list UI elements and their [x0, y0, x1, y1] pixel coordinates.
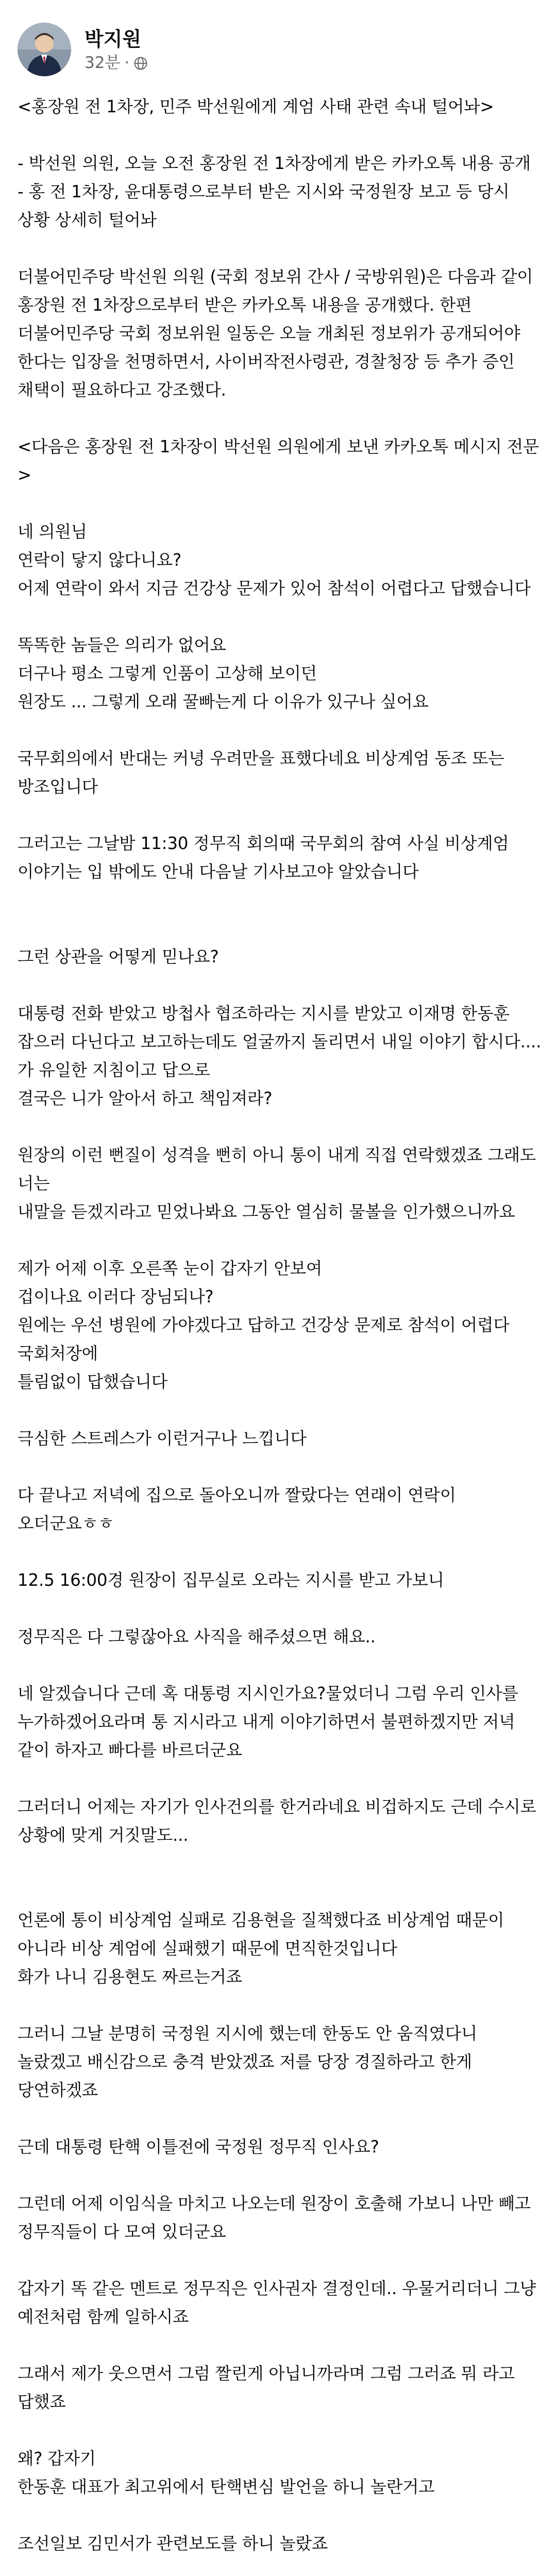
post-paragraph: 언론에 통이 비상계엄 실패로 김용현을 질책했다죠 비상계엄 때문이 아니라 비상 계엄에 실패했기 때문에 면직한것입니다 화가 나니 김용현도 짜르는거죠: [18, 1910, 504, 1987]
post-paragraph: 제가 어제 이후 오른쪽 눈이 갑자기 안보여 겁이나요 이러다 장님되나? 원에는 우선 병원에 가야겠다고 답하고 건강상 문제로 참석이 어렵다 국회처장에 틀림없이 답했습니다: [18, 1259, 510, 1392]
post-paragraph: 그런 상관을 어떻게 믿나요?: [18, 947, 219, 967]
post-paragraph: 대통령 전화 받았고 방첩사 협조하라는 지시를 받았고 이재명 한동훈 잡으러 다닌다고 보고하는데도 얼굴까지 돌리면서 내일 이야기 합시다.... 가 유일한 지침이고 답으로 결국은 니가 알아서 하고 책임져라?: [18, 1004, 542, 1108]
post-body: [18, 93, 542, 2576]
post-paragraph: 조선일보 김민서가 관련보도를 하니 놀랐죠: [18, 2534, 328, 2553]
post-header: [18, 21, 542, 78]
post-paragraph: 국무회의에서 반대는 커녕 우려만을 표했다네요 비상계엄 동조 또는 방조입니다: [18, 749, 504, 796]
avatar[interactable]: [18, 23, 71, 76]
post-time[interactable]: 32분: [85, 54, 121, 73]
post-paragraph: 그러고는 그날밤 11:30 정무직 회의때 국무회의 참여 사실 비상계엄 이야기는 입 밖에도 안내 다음날 기사보고야 알았습니다: [18, 834, 509, 882]
post-paragraph: 정무직은 다 그렇잖아요 사직을 해주셨으면 해요..: [18, 1627, 376, 1647]
post-paragraph: 왜? 갑자기 한동훈 대표가 최고위에서 탄핵변심 발언을 하니 놀란거고: [18, 2449, 435, 2497]
post-paragraph: 그러니 그날 분명히 국정원 지시에 했는데 한동도 안 움직였다니 놀랐겠고 배신감으로 충격 받았겠죠 저를 당장 경질하라고 한게 당연하겠죠: [18, 2024, 478, 2100]
post-meta: [85, 55, 148, 71]
post-paragraph: - 박선원 의원, 오늘 오전 홍장원 전 1차장에게 받은 카카오톡 내용 공개 - 홍 전 1차장, 윤대통령으로부터 받은 지시와 국정원장 보고 등 당시 상황 상세히 털어놔: [18, 154, 531, 230]
post-paragraph: 다 끝나고 저녁에 집으로 돌아오니까 짤랐다는 연래이 연락이 오더군요ㅎㅎ: [18, 1485, 456, 1533]
post-paragraph: 근데 대통령 탄핵 이틀전에 국정원 정무직 인사요?: [18, 2137, 379, 2157]
meta-separator: ·: [124, 54, 130, 73]
post-paragraph: 그런데 어제 이임식을 마치고 나오는데 원장이 호출해 가보니 나만 빼고 정무직들이 다 모여 있더군요: [18, 2194, 531, 2242]
author-name[interactable]: 박지원: [85, 27, 142, 50]
post-paragraph: 극심한 스트레스가 이런거구나 느낍니다: [18, 1429, 307, 1448]
post-paragraph: 12.5 16:00경 원장이 집무실로 오라는 지시를 받고 가보니: [18, 1570, 444, 1590]
author-block: [85, 28, 148, 72]
post-paragraph: 그래서 제가 웃으면서 그럼 짤린게 아닙니까라며 그럼 그러죠 뭐 라고 답했죠: [18, 2364, 515, 2412]
post-paragraph: 네 알겠습니다 근데 혹 대통령 지시인가요?물었더니 그럼 우리 인사를 누가하겠어요라며 통 지시라고 내게 이야기하면서 불편하겠지만 저녁 같이 하자고 빠다를 바르더군요: [18, 1684, 518, 1760]
post-paragraph: 똑똑한 놈들은 의리가 없어요 더구나 평소 그렇게 인품이 고상해 보이던 원장도 ... 그렇게 오래 꿀빠는게 다 이유가 있구나 싶어요: [18, 635, 429, 711]
post-paragraph: 네 의원님 연락이 닿지 않다니요? 어제 연락이 와서 지금 건강상 문제가 있어 참석이 어렵다고 답했습니다: [18, 522, 531, 598]
post-paragraph: 원장의 이런 뻔질이 성격을 뻔히 아니 통이 내게 직접 연락했겠죠 그래도 너는 내말을 듣겠지라고 믿었나봐요 그동안 열심히 물볼을 인가했으니까요: [18, 1145, 536, 1222]
post-paragraph: <홍장원 전 1차장, 민주 박선원에게 계엄 사태 관련 속내 털어놔>: [18, 97, 494, 116]
globe-icon: [133, 56, 148, 71]
post-paragraph: 더불어민주당 박선원 의원 (국회 정보위 간사 / 국방위원)은 다음과 같이 홍장원 전 1차장으로부터 받은 카카오톡 내용을 공개했다. 한편 더불어민주당 국회 정보위원 일동은 오늘 개최된 정보위가 공개되어야 한다는 입장을 천명하면서, 사이버작전사령관, 경찰청장 등 추가 증인 채택이 필요하다고 강조했다.: [18, 267, 533, 400]
post-paragraph: <다음은 홍장원 전 1차장이 박선원 의원에게 보낸 카카오톡 메시지 전문>: [18, 437, 540, 485]
post-paragraph: 그러더니 어제는 자기가 인사건의를 한거라네요 비겁하지도 근데 수시로 상황에 맞게 거짓말도...: [18, 1797, 536, 1845]
post-paragraph: 갑자기 똑 같은 멘트로 정무직은 인사권자 결정인데.. 우물거리더니 그냥 예전처럼 함께 일하시죠: [18, 2279, 536, 2327]
